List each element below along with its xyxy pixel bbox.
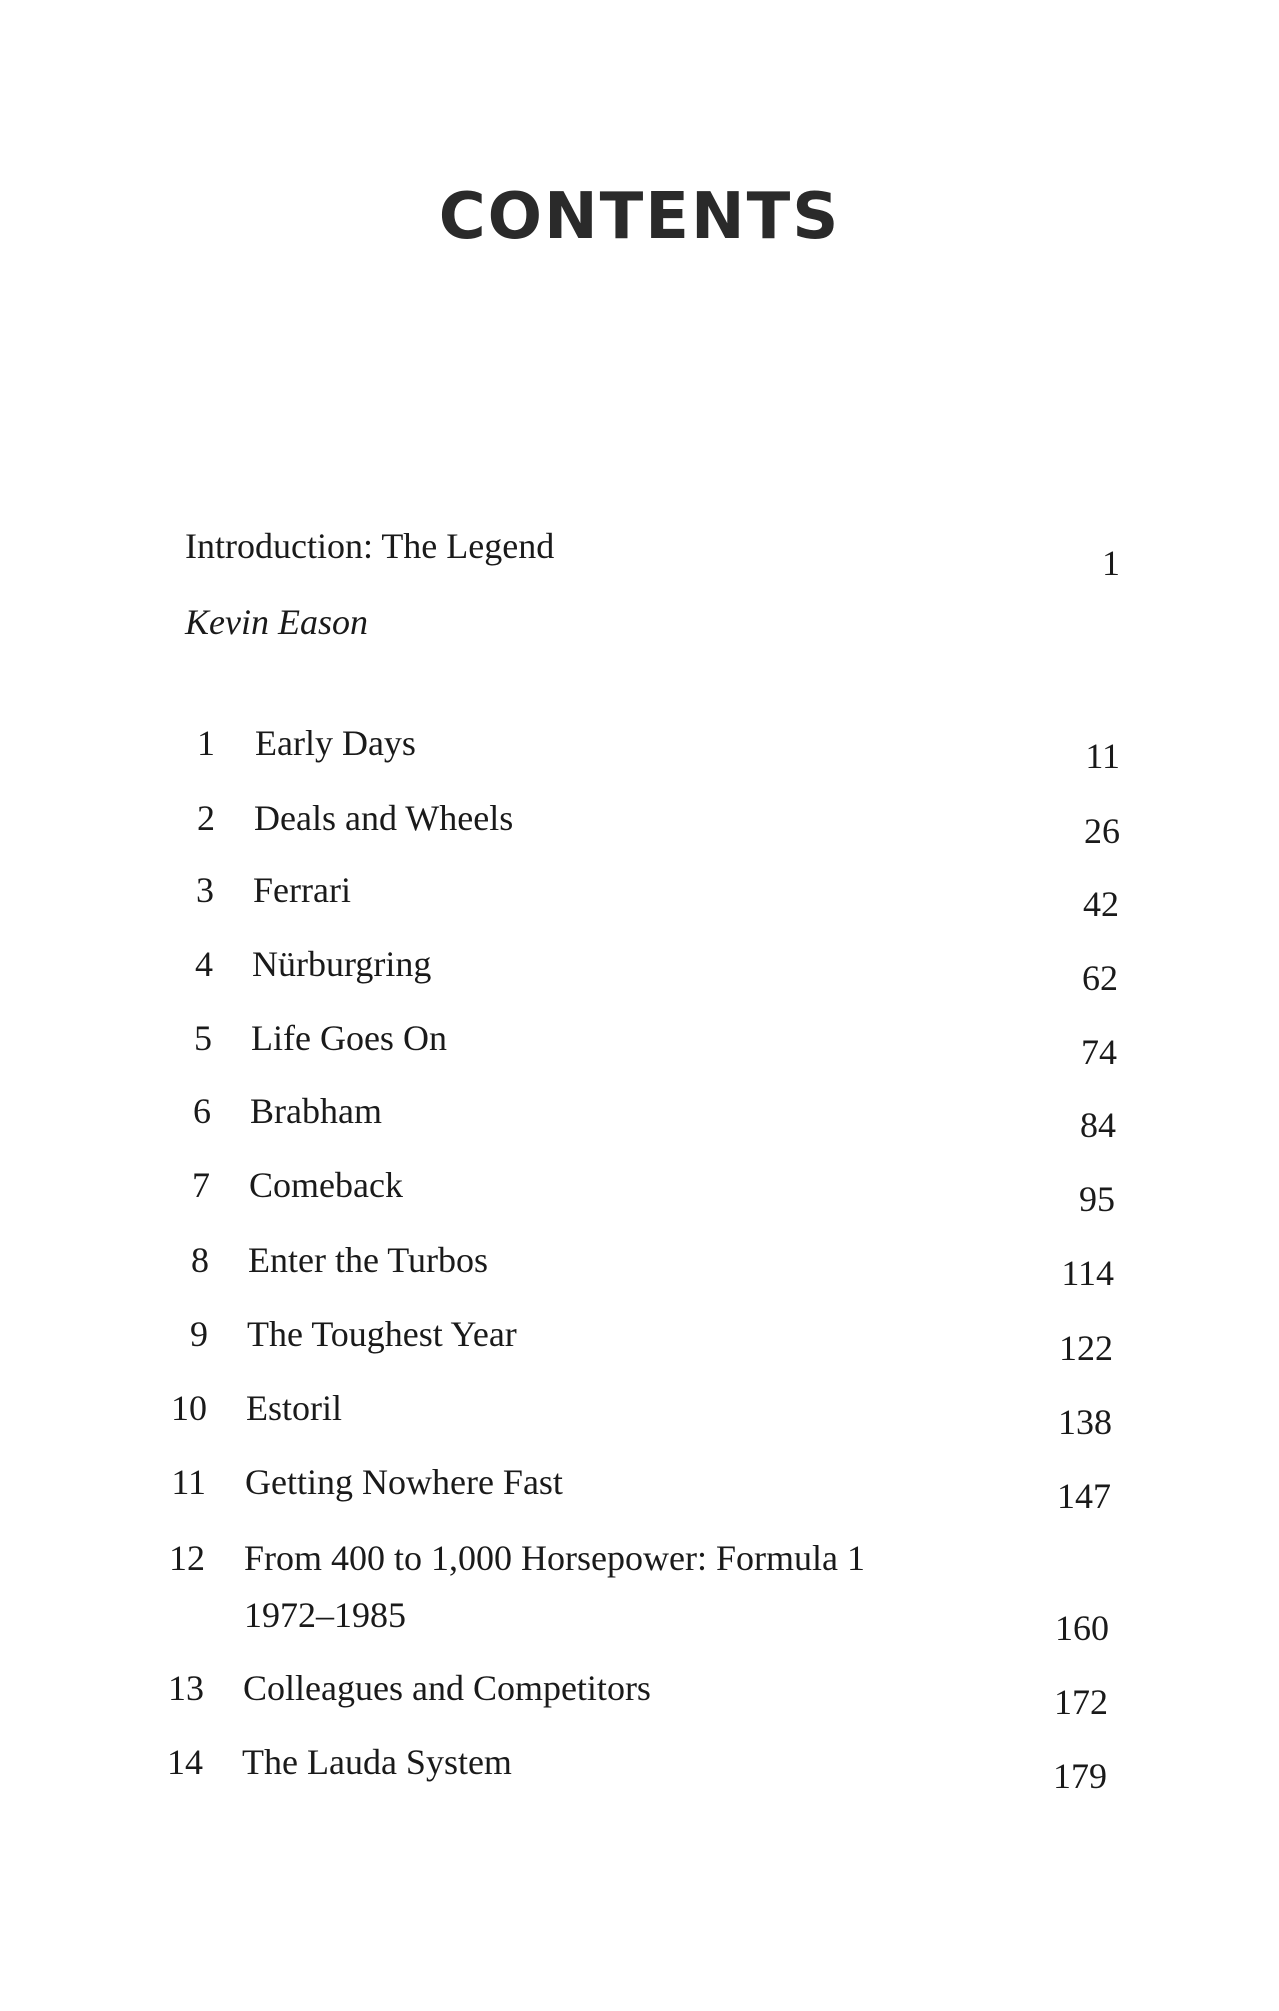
chapter-number: 13 bbox=[168, 1668, 204, 1708]
chapter-page-number: 84 bbox=[1080, 1105, 1116, 1145]
chapter-number: 8 bbox=[191, 1240, 209, 1280]
chapter-page-number: 122 bbox=[1059, 1328, 1113, 1368]
chapter-title: Early Days bbox=[255, 723, 416, 763]
chapter-number: 14 bbox=[167, 1742, 203, 1782]
chapter-title: The Lauda System bbox=[242, 1742, 512, 1782]
chapter-title: Enter the Turbos bbox=[248, 1240, 489, 1280]
chapter-number: 3 bbox=[196, 870, 214, 910]
chapter-title: Ferrari bbox=[253, 870, 351, 910]
chapter-page-number: 138 bbox=[1058, 1402, 1112, 1442]
chapter-page-number: 11 bbox=[1085, 736, 1120, 776]
chapter-page-number: 74 bbox=[1081, 1032, 1117, 1072]
chapter-page-number: 62 bbox=[1082, 958, 1118, 998]
chapter-number: 5 bbox=[194, 1018, 212, 1058]
chapter-title-continuation: 1972–1985 bbox=[244, 1595, 406, 1635]
chapter-title: From 400 to 1,000 Horsepower: Formula 1 bbox=[244, 1538, 865, 1578]
chapter-title: Deals and Wheels bbox=[254, 798, 514, 838]
chapter-title: Comeback bbox=[249, 1165, 403, 1205]
chapter-page-number: 114 bbox=[1061, 1253, 1114, 1293]
chapter-number: 6 bbox=[193, 1091, 211, 1131]
chapter-number: 10 bbox=[171, 1388, 207, 1428]
chapter-page-number: 160 bbox=[1055, 1608, 1109, 1648]
chapter-number: 12 bbox=[169, 1538, 205, 1578]
chapter-page-number: 172 bbox=[1054, 1682, 1108, 1722]
chapter-number: 2 bbox=[197, 798, 215, 838]
chapter-page-number: 42 bbox=[1083, 884, 1119, 924]
chapter-title: The Toughest Year bbox=[247, 1314, 517, 1354]
chapter-number: 4 bbox=[195, 944, 213, 984]
chapter-title: Getting Nowhere Fast bbox=[245, 1462, 563, 1502]
chapter-page-number: 147 bbox=[1057, 1476, 1111, 1516]
chapter-number: 11 bbox=[171, 1462, 206, 1502]
page-title: CONTENTS bbox=[438, 180, 841, 254]
chapter-title: Nürburgring bbox=[252, 944, 432, 984]
intro-page-number: 1 bbox=[1102, 543, 1120, 583]
chapter-page-number: 95 bbox=[1079, 1179, 1115, 1219]
chapter-number: 1 bbox=[197, 723, 215, 763]
chapter-title: Brabham bbox=[250, 1091, 382, 1131]
chapter-title: Estoril bbox=[246, 1388, 342, 1428]
chapter-page-number: 179 bbox=[1053, 1756, 1107, 1796]
intro-title: Introduction: The Legend bbox=[185, 526, 555, 566]
chapter-title: Colleagues and Competitors bbox=[243, 1668, 651, 1708]
intro-author: Kevin Eason bbox=[185, 602, 368, 642]
chapter-title: Life Goes On bbox=[251, 1018, 447, 1058]
chapter-number: 9 bbox=[190, 1314, 208, 1354]
chapter-page-number: 26 bbox=[1084, 811, 1120, 851]
chapter-number: 7 bbox=[192, 1165, 210, 1205]
